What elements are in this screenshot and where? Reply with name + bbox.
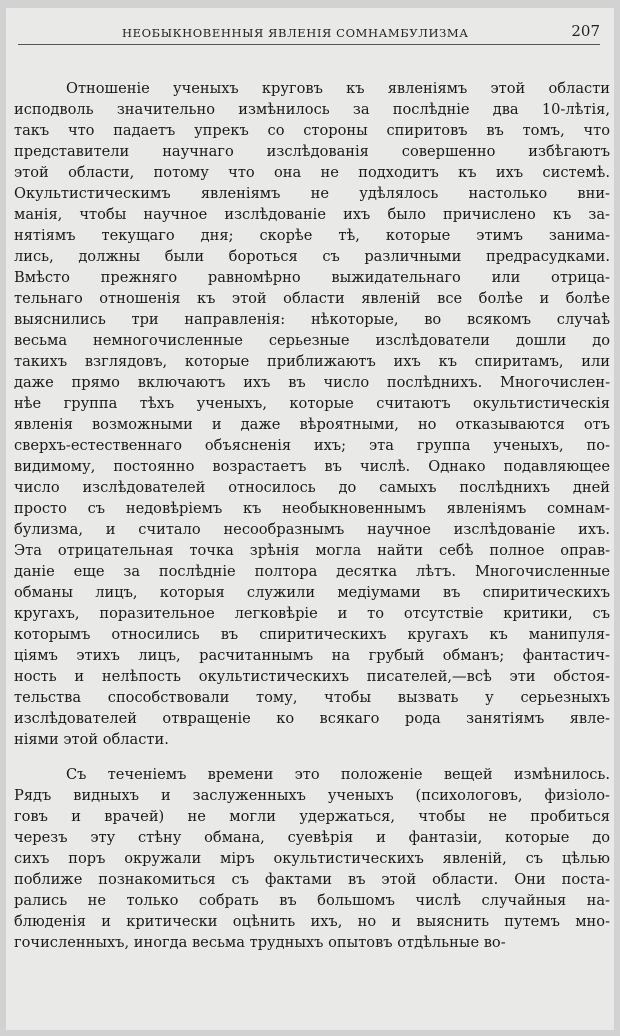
text-line: Рядъ видныхъ и заслуженныхъ ученыхъ (психологовъ, физіоло- (14, 787, 610, 804)
text-line: изслѣдователей отвращеніе ко всякаго рода занятіямъ явле- (14, 710, 610, 727)
paragraph (14, 78, 610, 750)
text-line: лись, должны были бороться съ различными предрасудками. (14, 248, 610, 265)
text-line: выяснились три направленія: нѣкоторые, во всякомъ случаѣ (14, 311, 610, 328)
text-line: весьма немногочисленные серьезные изслѣдователи дошли до (14, 332, 610, 349)
text-line: рались не только собрать въ большомъ числѣ случайныя на- (14, 892, 610, 909)
text-line: тельнаго отношенія къ этой области явленій все болѣе и болѣе (14, 290, 610, 307)
running-head: НЕОБЫКНОВЕННЫЯ ЯВЛЕНІЯ СОМНАМБУЛИЗМА (122, 26, 469, 40)
text-line: нѣе группа тѣхъ ученыхъ, которые считаютъ окультистическія (14, 395, 610, 412)
text-line: Эта отрицательная точка зрѣнія могла найти себѣ полное оправ- (14, 542, 610, 559)
page-body (14, 78, 610, 953)
text-line: ніями этой области. (14, 731, 169, 748)
text-line: исподволь значительно измѣнилось за послѣдніе два 10-лѣтія, (14, 101, 610, 118)
text-line: обманы лицъ, которыя служили медіумами въ спиритическихъ (14, 584, 610, 601)
text-line: манія, чтобы научное изслѣдованіе ихъ было причислено къ за- (14, 206, 610, 223)
text-line: даніе еще за послѣдніе полтора десятка лѣтъ. Многочисленные (14, 563, 610, 580)
text-line: этой области, потому что она не подходитъ къ ихъ системѣ. (14, 164, 610, 181)
text-line: такихъ взглядовъ, которые приближаютъ ихъ къ спиритамъ, или (14, 353, 610, 370)
text-line: ціямъ этихъ лицъ, расчитаннымъ на грубый обманъ; фантастич- (14, 647, 610, 664)
page-header (18, 22, 600, 45)
text-line: Съ теченіемъ времени это положеніе вещей измѣнилось. (66, 766, 610, 783)
text-line: поближе познакомиться съ фактами въ этой области. Они поста- (14, 871, 610, 888)
text-line: число изслѣдователей относилось до самыхъ послѣднихъ дней (14, 479, 610, 496)
text-line: сверхъ-естественнаго объясненія ихъ; эта группа ученыхъ, по- (14, 437, 610, 454)
text-line: представители научнаго изслѣдованія совершенно избѣгаютъ (14, 143, 610, 160)
text-line: Вмѣсто прежняго равномѣрно выжидательнаго или отрица- (14, 269, 610, 286)
text-line: говъ и врачей) не могли удержаться, чтобы не пробиться (14, 808, 610, 825)
paragraph (14, 764, 610, 953)
text-line: блюденія и критически оцѣнить ихъ, но и выяснить путемъ мно- (14, 913, 610, 930)
text-line: гочисленныхъ, иногда весьма трудныхъ опытовъ отдѣльные во- (14, 934, 506, 951)
text-line: видимому, постоянно возрастаетъ въ числѣ. Однако подавляющее (14, 458, 610, 475)
text-line: кругахъ, поразительное легковѣріе и то отсутствіе критики, съ (14, 605, 610, 622)
book-page (6, 8, 614, 1030)
text-line: такъ что падаетъ упрекъ со стороны спиритовъ въ томъ, что (14, 122, 610, 139)
text-line: даже прямо включаютъ ихъ въ число послѣднихъ. Многочислен- (14, 374, 610, 391)
text-line: явленія возможными и даже вѣроятными, но отказываются отъ (14, 416, 610, 433)
text-line: ность и нелѣпость окультистическихъ писателей,—всѣ эти обстоя- (14, 668, 610, 685)
text-line: булизма, и считало несообразнымъ научное изслѣдованіе ихъ. (14, 521, 610, 538)
text-line: сихъ поръ окружали міръ окультистическихъ явленій, съ цѣлью (14, 850, 610, 867)
text-line: которымъ относились въ спиритическихъ кругахъ къ манипуля- (14, 626, 610, 643)
text-line: черезъ эту стѣну обмана, суевѣрія и фантазіи, которые до (14, 829, 610, 846)
text-line: Окультистическимъ явленіямъ не удѣлялось настолько вни- (14, 185, 610, 202)
text-line: просто съ недовѣріемъ къ необыкновеннымъ явленіямъ сомнам- (14, 500, 610, 517)
text-line: нятіямъ текущаго дня; скорѣе тѣ, которые этимъ занима- (14, 227, 610, 244)
text-line: тельства способствовали тому, чтобы вызвать у серьезныхъ (14, 689, 610, 706)
page-number: 207 (571, 22, 600, 40)
text-line: Отношеніе ученыхъ круговъ къ явленіямъ этой области (66, 80, 610, 97)
